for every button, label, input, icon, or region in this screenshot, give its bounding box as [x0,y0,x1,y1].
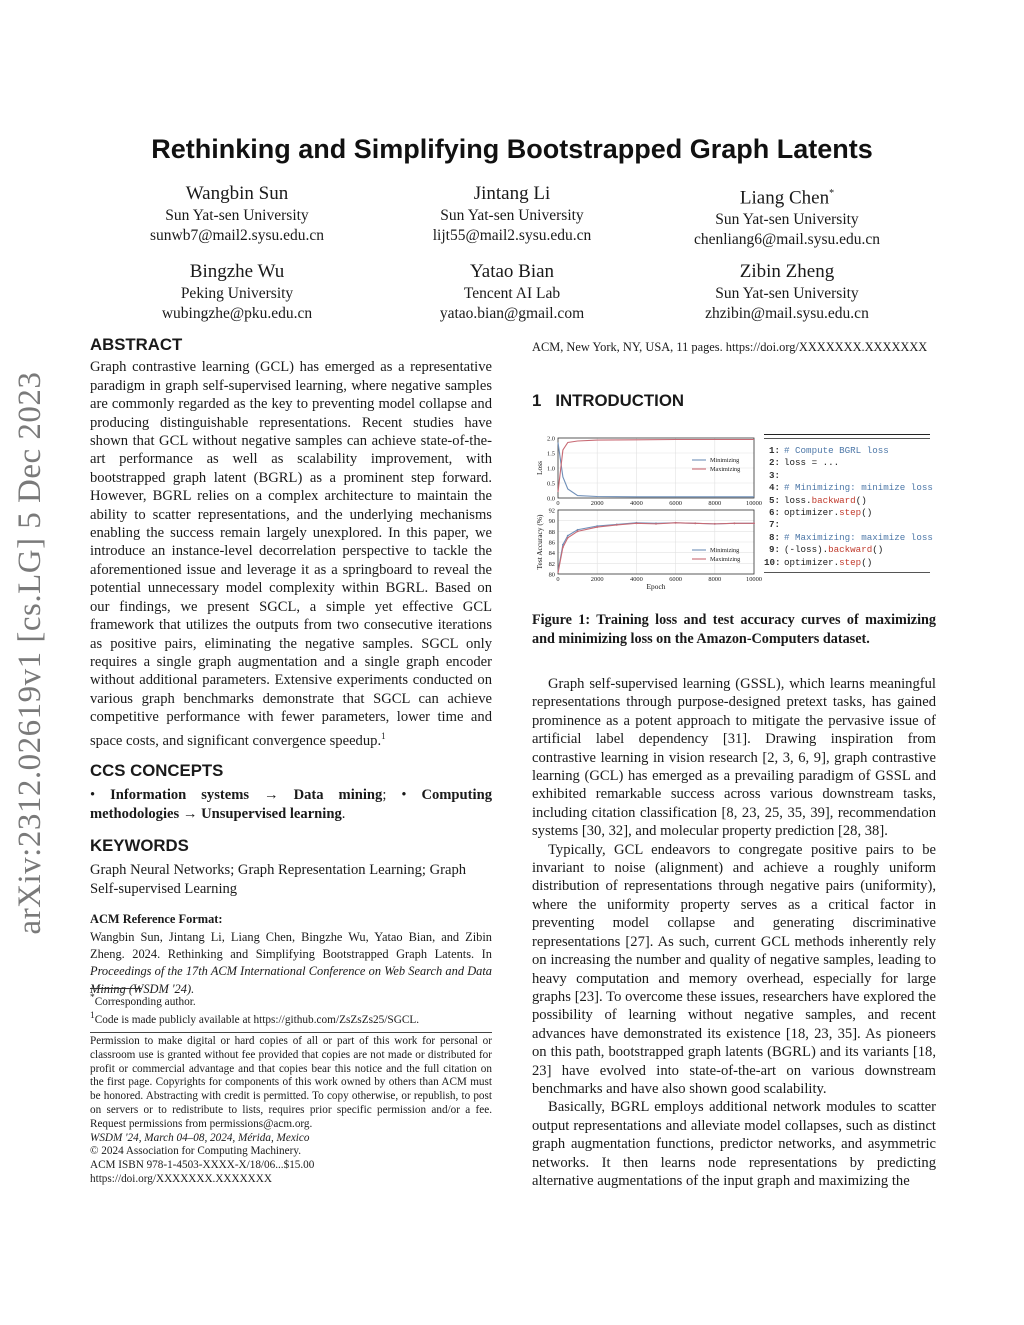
code-line [764,507,934,519]
y-tick-label: 88 [548,528,555,536]
legend-label: Maximizing [710,556,741,564]
keywords-heading: KEYWORDS [90,836,189,856]
author-name: Wangbin Sun [185,183,289,204]
code-token: backward [828,544,873,556]
footnote-corresponding: *Corresponding author. [90,993,196,1008]
footnote-code: $^1$Code is made publicly available at https://github.com/ZsZsZs25/SGCL. [90,1010,420,1026]
data-point [734,522,736,524]
data-point [753,522,755,524]
x-tick-label: 4000 [630,500,643,507]
code-line [764,470,934,482]
line-number: 8: [768,531,780,543]
x-tick-label: 8000 [708,500,722,507]
permission-rule [90,1032,492,1033]
author-affiliation: Sun Yat-sen University [715,285,859,302]
data-point [694,522,696,524]
arxiv-identifier: arXiv:2312.02619v1 [cs.LG] 5 Dec 2023 [12,371,48,935]
training-curves-chart [532,426,762,594]
y-tick-label: 1.5 [547,450,555,458]
data-point [567,537,569,539]
author-email[interactable]: lijt55@mail2.sysu.edu.cn [432,227,592,244]
y-tick-label: 0.0 [547,495,555,503]
code-token: optimizer. [784,556,840,568]
author-affiliation: Peking University [180,285,294,302]
code-listing [764,445,934,569]
code-line [764,519,934,531]
data-point [616,524,618,526]
code-token: backward [811,494,856,506]
figure-1 [532,426,936,594]
x-tick-label: 0 [556,576,560,583]
x-tick-label: 0 [556,500,560,507]
data-point [577,529,579,531]
y-tick-label: 86 [548,539,555,547]
code-token: () [855,494,867,506]
copyright-line: © 2024 Association for Computing Machinery. [90,1145,301,1158]
conference-info: WSDM '24, March 04–08, 2024, Mérida, Mexico [90,1131,310,1144]
author-affiliation: Sun Yat-sen University [715,211,859,229]
author-block [362,260,662,324]
code-comment: # Maximizing: maximize loss [784,531,933,543]
code-comment: # Minimizing: minimize loss [784,482,933,494]
code-line [764,532,934,544]
abstract-heading: ABSTRACT [90,335,183,354]
legend-label: Minimizing [710,547,740,555]
code-bottom-rule [764,572,930,573]
legend-label: Maximizing [710,466,741,474]
isbn-line: ACM ISBN 978-1-4503-XXXX-X/18/06...$15.00 [90,1159,315,1172]
y-axis-label: Loss [535,461,544,475]
author-block [637,260,937,324]
acm-ref-continued: ACM, New York, NY, USA, 11 pages. https://doi.org/XXXXXXX.XXXXXXX [532,340,928,354]
figure-caption: Figure 1: Training loss and test accuracy curves of maximizing and minimizing loss on the Amazon-Computers dataset. [532,612,936,647]
permission-text: Permission to make digital or hard copies of all or part of this work for personal or classroom use is granted without fee provided that copies are not made or distributed for profit or commercial advantage and that copies bear this notice and the full citation on the first page. Copyrights for components of this work owned by others than ACM must be honored. Abstracting with credit is permitted. To copy otherwise, or republish, to post on servers or to redistribute to lists, requires prior specific permission and/or a fee. Request permissions from permissions@acm.org. [90,1035,492,1130]
data-point [567,535,569,537]
y-tick-label: 80 [548,571,555,579]
y-tick-label: 84 [548,550,555,558]
author-affiliation: Sun Yat-sen University [165,207,309,224]
code-top-rule [764,434,930,435]
code-token: optimizer. [784,507,840,519]
keywords-text: Graph Neural Networks; Graph Representation Learning; Graph Self-supervised Learning [90,862,467,897]
ccs-heading: CCS CONCEPTS [90,760,224,780]
data-point [577,530,579,532]
author-email[interactable]: zhzibin@mail.sysu.edu.cn [705,305,869,322]
y-tick-label: 1.0 [547,465,555,473]
code-token: step [839,507,862,519]
code-line [764,445,934,457]
code-line [764,495,934,507]
data-point [675,522,677,524]
author-block [637,182,937,250]
line-number: 4: [768,482,780,494]
data-point [714,523,716,525]
intro-body [532,675,936,1190]
footnote-ref: 1 [381,730,386,741]
code-line [764,457,934,469]
code-line [764,557,934,569]
author-name: Liang Chen* [739,187,835,209]
line-number: 5: [768,494,780,506]
data-point [655,523,657,525]
author-email[interactable]: sunwb7@mail2.sysu.edu.cn [150,227,324,244]
intro-paragraph: Typically, GCL endeavors to congregate positive pairs to be invariant to noise (alignment) and achieve a roughly uniform distribution of representations through negative pairs (uniformity), where the uniformity property serves as a critical factor in preventing model collapse and generating discriminative representations [27]. As such, current GCL methods inherently rely on increasing the number and quality of negative samples, leading to heavy computation and memory overhead, especially for large graphs [23]. To overcome these issues, researchers have explored the possibility of learning without negative samples, and recent advances have demonstrated its existence [18, 23, 35]. As pioneers on this path, bootstrapped graph latents (BGRL) and its variants [18, 23] have evolved into state-of-the-art on various downstream benchmarks and have also shown good scalability. [532,841,936,1097]
line-number: 1: [768,445,780,456]
paper-title: Rethinking and Simplifying Bootstrapped Graph Latents [151,134,873,164]
data-point [596,526,598,528]
code-comment: # Compute BGRL loss [784,445,889,456]
doi-link[interactable]: https://doi.org/XXXXXXX.XXXXXXX [90,1172,272,1185]
code-token: (-loss). [784,544,829,556]
acm-ref-text: Wangbin Sun, Jintang Li, Liang Chen, Bingzhe Wu, Yatao Bian, and Zibin Zheng. 2024. Rethinking and Simplifying Bootstrapped Graph Latents. In Proceedings of the 17th ACM International Conference on Web Search and Data Mining (WSDM '24). [90,929,492,996]
line-number: 10: [764,556,781,568]
footnote-rule [90,988,142,989]
intro-paragraph: Basically, BGRL employs additional network modules to scatter output representations and alleviate model collapses, such as distinct graph augmentation functions, predictor networks, and asymmetric networks. It then learns node representations by predicting alternative augmentations of the input graph and maximizing the [532,1099,936,1189]
y-axis-label: Test Accuracy (%) [535,514,544,570]
data-point [562,546,564,548]
author-name: Jintang Li [473,183,551,204]
x-tick-label: 2000 [590,500,604,507]
abstract-text: Graph contrastive learning (GCL) has emerged as a representative paradigm in graph self-supervised learning, where negative samples are commonly regarded as the key to preventing model collapse and producing distinguishable representations. Recent studies have shown that GCL without negative samples can achieve state-of-the-art performance as well as scalability improvement, with bootstrapped graph latent (BGRL) as a prominent step forward. However, BGRL relies on a complex architecture to maintain the ability to scatter representations, and the underlying mechanisms enabling the success remain largely unexplored. In this paper, we introduce an instance-level decorrelation perspective to tackle the aforementioned issue and leverage it as a springboard to reveal the potential unnecessary model complexity within BGRL. Based on our findings, we present SGCL, a simple yet effective GCL framework that utilizes the outputs from two consecutive iterations as positive pairs, eliminating the negative samples. SGCL only requires a single graph augmentation and a single graph encoder without additional parameters. Extensive experiments conducted on various graph benchmarks demonstrate that SGCL can achieve competitive performance with fewer parameters, lower time and space costs, and significant convergence speedup.$^1$ [90,359,492,749]
x-tick-label: 8000 [708,576,722,583]
author-affiliation: Tencent AI Lab [463,285,561,302]
code-token: () [872,544,884,556]
x-tick-label: 10000 [746,576,762,583]
line-number: 6: [768,507,780,519]
author-block [87,182,387,246]
code-token: () [861,507,873,519]
y-tick-label: 90 [548,518,555,526]
line-number: 9: [768,544,780,556]
author-name: Yatao Bian [469,261,555,282]
author-block [87,260,387,324]
code-line [764,482,934,494]
code-line [764,544,934,556]
line-number: 7: [768,519,780,531]
footnotes [90,991,492,1027]
y-tick-label: 2.0 [547,435,555,443]
author-name: Bingzhe Wu [189,261,285,282]
author-email[interactable]: yatao.bian@gmail.com [439,305,585,322]
code-token: loss. [784,494,812,506]
y-tick-label: 0.5 [547,480,555,488]
acm-ref-heading: ACM Reference Format: [90,912,223,927]
x-axis-label: Epoch [646,582,666,591]
line-number: 2: [768,457,780,469]
x-tick-label: 6000 [669,576,682,583]
author-affiliation: Sun Yat-sen University [440,207,584,224]
code-token: () [861,556,873,568]
intro-paragraph: Graph self-supervised learning (GSSL), which learns meaningful representations through purpose-designed pretext tasks, has gained prominence as a potent approach to mitigate the pervasive issue of artificial label dependency [31]. Drawing inspiration from contrastive learning in vision research [2, 3, 6, 9], graph contrastive learning (GCL) has emerged as a prevailing paradigm of GSSL and exhibited remarkable success across various downstream tasks, including citation classification [8, 23, 25, 35, 39], recommendation systems [30, 32], and molecular property prediction [28, 38]. [532,676,936,840]
author-name: Zibin Zheng [739,261,835,282]
left-column [90,336,492,998]
author-email[interactable]: chenliang6@mail.sysu.edu.cn [693,231,881,249]
corresponding-mark: * [829,188,835,199]
code-token: step [839,556,862,568]
y-tick-label: 82 [548,560,555,568]
intro-heading: 1 INTRODUCTION [532,391,684,410]
x-tick-label: 4000 [630,576,643,583]
legend-label: Minimizing [710,457,740,465]
author-email[interactable]: wubingzhe@pku.edu.cn [161,305,313,322]
x-tick-label: 10000 [746,500,762,507]
author-block [362,182,662,246]
code-text: loss = ... [784,457,840,469]
ccs-concepts: • Information systems → Data mining; • Computing methodologies → Unsupervised learning. [90,787,492,822]
x-tick-label: 6000 [669,500,682,507]
x-tick-label: 2000 [590,576,604,583]
y-tick-label: 92 [548,507,555,515]
code-top-rule-2 [764,438,930,439]
line-number: 3: [768,469,780,481]
data-point [636,522,638,524]
permission-block [90,1035,492,1187]
